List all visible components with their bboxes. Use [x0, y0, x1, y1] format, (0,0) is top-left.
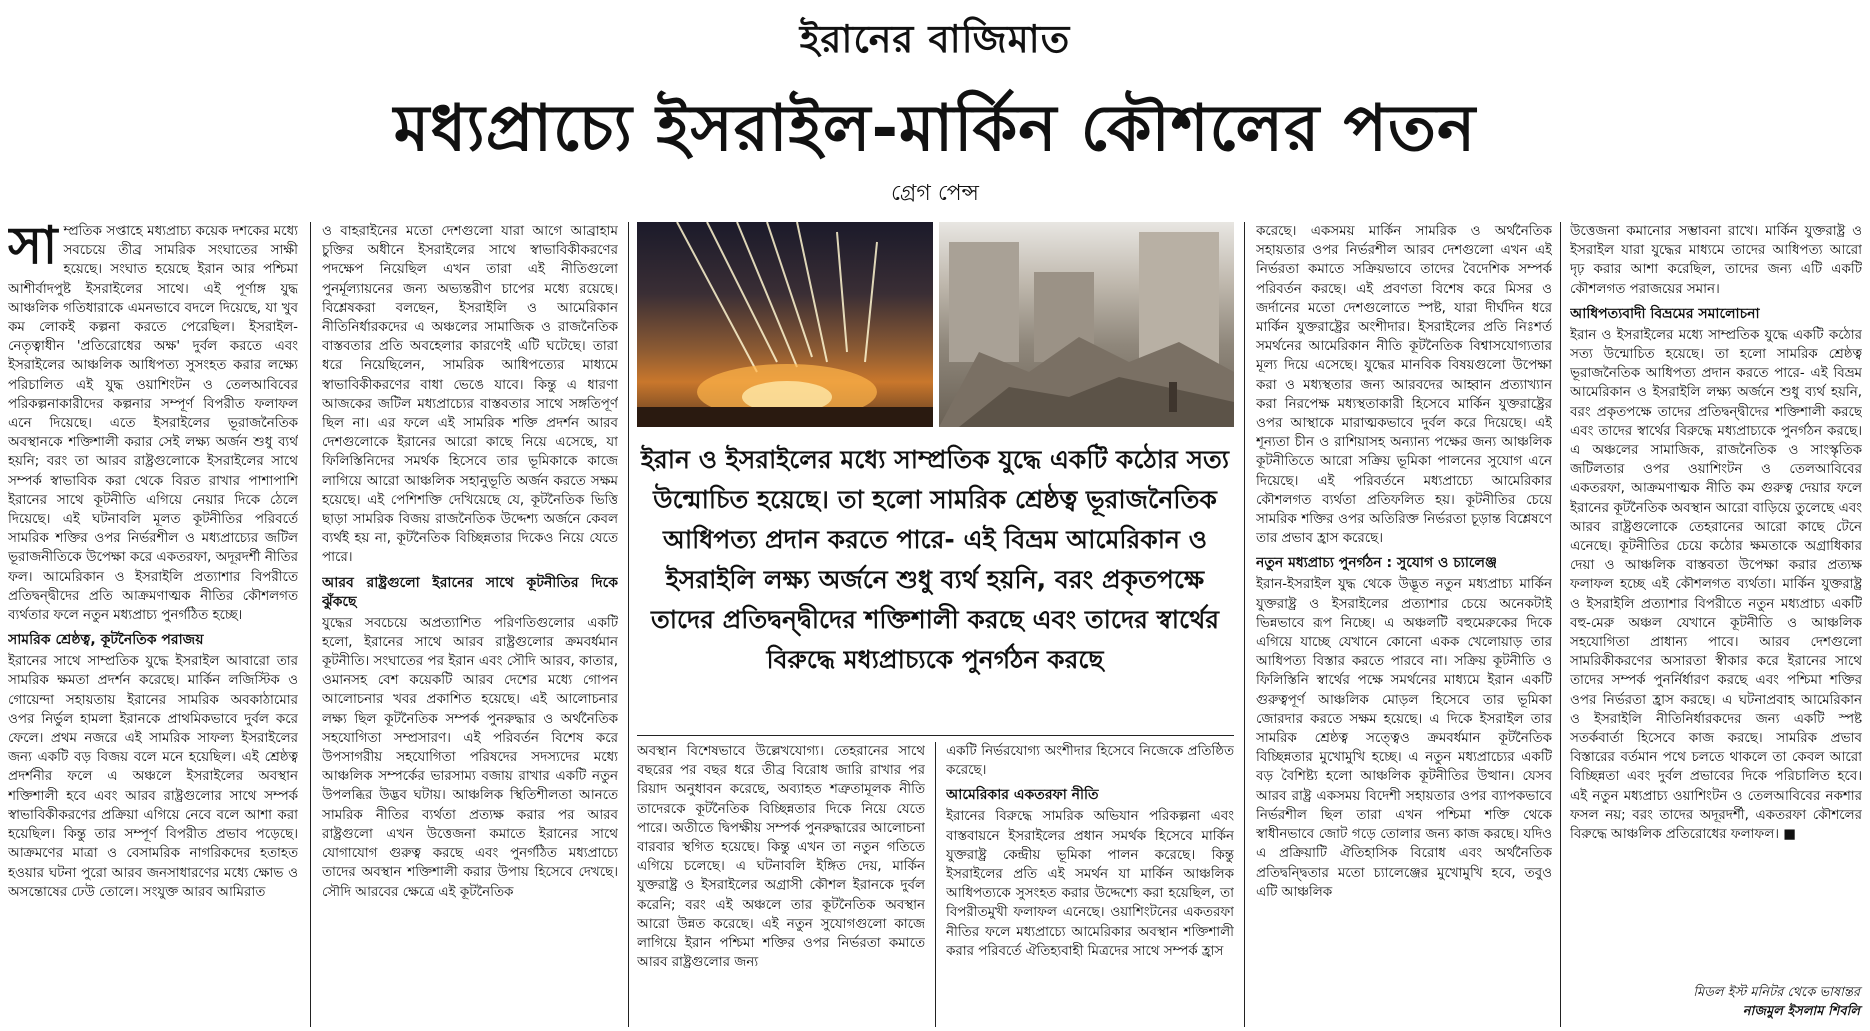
section-heading: নতুন মধ্যপ্রাচ্য পুনর্গঠন : সুযোগ ও চ্যালেঞ্জ: [1256, 555, 1497, 572]
missile-strike-photo: [637, 222, 933, 427]
section-heading: আরব রাষ্ট্রগুলো ইরানের সাথে কূটনীতির দিকে ঝুঁকছে: [322, 574, 618, 610]
rubble-buildings-icon: [939, 222, 1234, 427]
column-1: [8, 222, 298, 1027]
pull-quote: ইরান ও ইসরাইলের মধ্যে সাম্প্রতিক যুদ্ধে একটি কঠোর সত্য উন্মোচিত হয়েছে। তা হলো সামরিক শ্রেষ্ঠত্ব ভূরাজনৈতিক আধিপত্য প্রদান করতে পারে- এই বিভ্রম আমেরিকান ও ইসরাইলি লক্ষ্য অর্জনে শুধু ব্যর্থ হয়নি, বরং প্রকৃতপক্ষে তাদের প্রতিদ্বন্দ্বীদের শক্তিশালী করছে এবং তাদের স্বার্থের বিরুদ্ধে মধ্যপ্রাচ্যকে পুনর্গঠন করছে: [640, 445, 1230, 674]
paragraph: ও বাহরাইনের মতো দেশগুলো যারা আগে আব্রাহাম চুক্তির অধীনে ইসরাইলের সাথে স্বাভাবিকীকরণের পদক্ষেপ নিয়েছিল এখন তারা এই নীতিগুলো পুনর্মূল্যায়নের জন্য অভ্যন্তরীণ চাপের মধ্যে রয়েছে। বিশ্লেষকরা বলছেন, ইসরাইলি ও আমেরিকান নীতিনির্ধারকদের এ অঞ্চলের সামাজিক ও রাজনৈতিক বাস্তবতার প্রতি অবহেলার কারণেই এটি ঘটেছে। তারা ধরে নিয়েছিলেন, সামরিক আধিপত্যের মাধ্যমে স্বাভাবিকীকরণের বাধা ভেঙে যাবে। কিন্তু এ ধারণা আজকের জটিল মধ্যপ্রাচ্যের বাস্তবতার সাথে সঙ্গতিপূর্ণ ছিল না। এর ফলে এই সামরিক শক্তি প্রদর্শন আরব দেশগুলোকে ইরানের আরো কাছে নিয়ে এসেছে, যা ফিলিস্তিনিদের সমর্থক হিসেবে তার ভূমিকাকে কাজে লাগিয়ে আরো আঞ্চলিক সহানুভূতি অর্জন করতে সক্ষম হয়েছে। এই পেশিশক্তি দেখিয়েছে যে, কূটনৈতিক ভিত্তি ছাড়া সামরিক বিজয় রাজনৈতিক উদ্দেশ্য অর্জনে কেবল ব্যর্থই হয় না, কূটনৈতিক বিচ্ছিন্নতার দিকেও নিয়ে যেতে পারে।: [322, 224, 618, 566]
drop-cap: সা: [8, 222, 58, 276]
paragraph: একটি নির্ভরযোগ্য অংশীদার হিসেবে নিজেকে প্রতিষ্ঠিত করেছে।: [946, 744, 1234, 779]
column-3: [637, 742, 925, 1027]
horizontal-divider: [637, 735, 1234, 736]
section-heading: আধিপত্যবাদী বিভ্রমের সমালোচনা: [1570, 305, 1760, 322]
paragraph: ইরান ও ইসরাইলের মধ্যে সাম্প্রতিক যুদ্ধে একটি কঠোর সত্য উন্মোচিত হয়েছে। তা হলো সামরিক শ্রেষ্ঠত্ব ভূরাজনৈতিক আধিপত্য প্রদান করতে পারে- এই বিভ্রম আমেরিকান ও ইসরাইলি লক্ষ্য অর্জনে শুধু ব্যর্থ হয়নি, বরং প্রকৃতপক্ষে তাদের প্রতিদ্বন্দ্বীদের শক্তিশালী করছে এবং তাদের স্বার্থের বিরুদ্ধে মধ্যপ্রাচ্যকে পুনর্গঠন করছে। এ অঞ্চলের সামাজিক, রাজনৈতিক ও সাংস্কৃতিক জটিলতার ওপর ওয়াশিংটন ও তেলআবিবের একতরফা, আক্রমণাত্মক নীতি কম গুরুত্ব দেয়ার ফলে ইরানের কূটনৈতিক অবস্থান আরো বাড়িয়ে তুলেছে এবং আরব রাষ্ট্রগুলোকে তেহরানের আরো কাছে টেনে এনেছে। কূটনীতির চেয়ে কঠোর ক্ষমতাকে অগ্রাধিকার দেয়া ও আঞ্চলিক বাস্তবতা উপেক্ষা করার প্রত্যক্ষ ফলাফল হচ্ছে এই কৌশলগত ব্যর্থতা। মার্কিন যুক্তরাষ্ট্র ও ইসরাইলি প্রত্যাশার বিপরীতে নতুন মধ্যপ্রাচ্য একটি বহু-মেরু অঞ্চল যেখানে কূটনীতি ও আঞ্চলিক সহযোগিতা প্রাধান্য পাবে। আরব দেশগুলো সামরিকীকরণের অসারতা স্বীকার করে ইরানের সাথে তাদের সম্পর্ক পুনর্নির্ধারণ করছে এবং পশ্চিমা শক্তির ওপর নির্ভরতা হ্রাস করছে। এ ঘটনাপ্রবাহ আমেরিকান ও ইসরাইলি নীতিনির্ধারকদের জন্য একটি স্পষ্ট সতর্কবার্তা হিসেবে কাজ করছে। সামরিক প্রভাব বিস্তারের বর্তমান পথে চলতে থাকলে তা কেবল আরো বিচ্ছিন্নতা এবং দুর্বল প্রভাবের দিকে পরিচালিত হবে। এই নতুন মধ্যপ্রাচ্য ওয়াশিংটন ও তেলআবিবের নকশার ফসল নয়; বরং তাদের অদূরদর্শী, একতরফা কৌশলের বিরুদ্ধে আঞ্চলিক প্রতিরোধের ফলাফল। ■: [1570, 327, 1862, 843]
paragraph: ইরানের সাথে সাম্প্রতিক যুদ্ধে ইসরাইল আবারো তার সামরিক ক্ষমতা প্রদর্শন করেছে। মার্কিন লজিস্টিক ও গোয়েন্দা সহায়তায় ইরানের সামরিক অবকাঠামোর ওপর নির্ভুল হামলা ইরানকে প্রাথমিকভাবে দুর্বল করে ফেলে। প্রথম নজরে এই সামরিক সাফল্য ইসরাইলের জন্য একটি বড় বিজয় বলে মনে হয়েছিল। এই শ্রেষ্ঠত্ব প্রদর্শনীর ফলে এ অঞ্চলে ইসরাইলের অবস্থান শক্তিশালী হবে এবং আরব রাষ্ট্রগুলোর সাথে সম্পর্ক স্বাভাবিকীকরণের প্রক্রিয়া এগিয়ে নেবে বলে আশা করা হয়েছিল। কিন্তু তার সম্পূর্ণ বিপরীত প্রভাব পড়েছে। আক্রমণের মাত্রা ও বেসামরিক নাগরিকদের হতাহত হওয়ার ঘটনা পুরো আরব জনসাধারণের মধ্যে ক্ষোভ ও অসন্তোষের ঢেউ তোলে। সংযুক্ত আরব আমিরাত: [8, 654, 298, 900]
credit-translator: নাজমুল ইসলাম শিবলি: [1742, 1004, 1860, 1019]
column-divider: [1560, 222, 1561, 1027]
column-divider: [628, 222, 629, 1027]
column-6: [1570, 222, 1862, 982]
paragraph: উত্তেজনা কমানোর সম্ভাবনা রাখে। মার্কিন যুক্তরাষ্ট্র ও ইসরাইল যারা যুদ্ধের মাধ্যমে তাদের আধিপত্য আরো দৃঢ় করার আশা করেছিল, তাদের জন্য এটি একটি কৌশলগত পরাজয়ের সমান।: [1570, 224, 1862, 297]
headline: মধ্যপ্রাচ্যে ইসরাইল-মার্কিন কৌশলের পতন: [393, 92, 1477, 166]
column-4: [946, 742, 1234, 1027]
paragraph: ম্প্রতিক সপ্তাহে মধ্যপ্রাচ্য কয়েক দশকের মধ্যে সবচেয়ে তীব্র সামরিক সংঘাতের সাক্ষী হয়েছে। সংঘাত হয়েছে ইরান আর পশ্চিমা আশীর্বাদপুষ্ট ইসরাইলের সাথে। এই পূর্ণাঙ্গ যুদ্ধ আঞ্চলিক গতিধারাকে এমনভাবে বদলে দিয়েছে, যা খুব কম লোকই কল্পনা করতে পেরেছিল। ইসরাইল-নেতৃত্বাধীন 'প্রতিরোধের অক্ষ' দুর্বল করতে এবং ইসরাইলের আঞ্চলিক আধিপত্য সুসংহত করার লক্ষ্যে পরিচালিত এই যুদ্ধ ওয়াশিংটন ও তেলআবিবের পরিকল্পনাকারীদের কল্পনার সম্পূর্ণ বিপরীত ফলাফল এনে দিয়েছে। এতে ইসরাইলের ভূরাজনৈতিক অবস্থানকে শক্তিশালী করার সেই লক্ষ্য অর্জন শুধু ব্যর্থ হয়নি; বরং তা আরব রাষ্ট্রগুলোকে ইসরাইলের সাথে সম্পর্ক স্বাভাবিক করা থেকে বিরত রাখার পাশাপাশি ইরানের সাথে কূটনীতি এগিয়ে নেয়ার দিকে ঠেলে দিয়েছে। এই ঘটনাবলি মূলত কূটনীতির পরিবর্তে সামরিক শক্তির ওপর নির্ভরশীল ও মধ্যপ্রাচ্যের জটিল ভূরাজনীতিকে উপেক্ষা করে একতরফা, অদূরদর্শী নীতির ফল। আমেরিকান ও ইসরাইলি প্রত্যাশার বিপরীতে প্রতিদ্বন্দ্বীদের প্রতি আক্রমণাত্মক নীতির কৌশলগত ব্যর্থতার ফলে নতুন মধ্যপ্রাচ্য পুনর্গঠিত হচ্ছে।: [8, 224, 298, 624]
missile-streaks-icon: [637, 222, 933, 427]
column-2: [322, 222, 618, 1027]
photo-strip: [637, 222, 1234, 427]
paragraph: ইরানের বিরুদ্ধে সামরিক অভিযান পরিকল্পনা এবং বাস্তবায়নে ইসরাইলের প্রধান সমর্থক হিসেবে মার্কিন যুক্তরাষ্ট্র কেন্দ্রীয় ভূমিকা পালন করেছে। কিন্তু ইসরাইলের প্রতি এই সমর্থন যা মার্কিন আঞ্চলিক আধিপত্যকে সুসংহত করার উদ্দেশ্যে করা হয়েছিল, তা বিপরীতমুখী ফলাফল এনেছে। ওয়াশিংটনের একতরফা নীতির ফলে মধ্যপ্রাচ্যে আমেরিকার অবস্থান শক্তিশালী করার পরিবর্তে ঐতিহ্যবাহী মিত্রদের সাথে সম্পর্ক হ্রাস: [946, 809, 1234, 959]
section-heading: সামরিক শ্রেষ্ঠত্ব, কূটনৈতিক পরাজয়: [8, 632, 204, 649]
translation-credit: [1693, 983, 1860, 1021]
rubble-photo: [939, 222, 1235, 427]
column-divider: [310, 222, 311, 1027]
paragraph: ইরান-ইসরাইল যুদ্ধ থেকে উদ্ভূত নতুন মধ্যপ্রাচ্য মার্কিন যুক্তরাষ্ট্র ও ইসরাইলের প্রত্যাশার চেয়ে অনেকটাই ভিন্নভাবে রূপ নিচ্ছে। এ অঞ্চলটি বহুমেরুকের দিকে এগিয়ে যাচ্ছে যেখানে কোনো একক খেলোয়াড় তার আধিপত্য বিস্তার করতে পারবে না। সক্রিয় কূটনীতি ও ফিলিস্তিনি স্বার্থের পক্ষে সমর্থনের মাধ্যমে ইরান একটি গুরুত্বপূর্ণ আঞ্চলিক মোড়ল হিসেবে তার ভূমিকা জোরদার করতে সক্ষম হয়েছে। এ দিকে ইসরাইল তার সামরিক শ্রেষ্ঠত্ব সত্ত্বেও ক্রমবর্ধমান কূটনৈতিক বিচ্ছিন্নতার মুখোমুখি হচ্ছে। এ নতুন মধ্যপ্রাচ্যের একটি বড় বৈশিষ্ট্য হলো আঞ্চলিক কূটনীতির উত্থান। যেসব আরব রাষ্ট্র একসময় বিদেশী সহায়তার ওপর ব্যাপকভাবে নির্ভরশীল ছিল তারা এখন পশ্চিমা শক্তি থেকে স্বাধীনভাবে জোট গড়ে তোলার জন্য কাজ করছে। যদিও এ প্রক্রিয়াটি ঐতিহাসিক বিরোধ এবং অর্থনৈতিক প্রতিদ্বন্দ্বিতার মতো চ্যালেঞ্জের মুখোমুখি হবে, তবুও এটি আঞ্চলিক: [1256, 577, 1552, 900]
kicker: ইরানের বাজিমাত: [799, 17, 1071, 61]
byline: গ্রেগ পেন্স: [891, 181, 979, 206]
paragraph: যুদ্ধের সবচেয়ে অপ্রত্যাশিত পরিণতিগুলোর একটি হলো, ইরানের সাথে আরব রাষ্ট্রগুলোর ক্রমবর্ধমান কূটনীতি। সংঘাতের পর ইরান এবং সৌদি আরব, কাতার, ওমানসহ বেশ কয়েকটি আরব দেশের মধ্যে গোপন আলোচনার খবর প্রকাশিত হয়েছে। এই আলোচনার লক্ষ্য ছিল কূটনৈতিক সম্পর্ক পুনরুদ্ধার ও অর্থনৈতিক সহযোগিতা সম্প্রসারণ। এই পরিবর্তন বিশেষ করে উপসাগরীয় সহযোগিতা পরিষদের সদস্যদের মধ্যে আঞ্চলিক সম্পর্কের ভারসাম্য বজায় রাখার একটি নতুন উপলব্ধির উদ্ভব ঘটায়। আঞ্চলিক স্থিতিশীলতা আনতে সামরিক নীতির ব্যর্থতা প্রত্যক্ষ করার পর আরব রাষ্ট্রগুলো এখন উত্তেজনা কমাতে ইরানের সাথে যোগাযোগ গুরুত্ব করছে এবং পুনর্গঠিত মধ্যপ্রাচ্যে তাদের অবস্থান শক্তিশালী করার উপায় হিসেবে দেখছে। সৌদি আরবের ক্ষেত্রে এই কূটনৈতিক: [322, 615, 618, 900]
paragraph: অবস্থান বিশেষভাবে উল্লেখযোগ্য। তেহরানের সাথে বছরের পর বছর ধরে তীব্র বিরোধ জারি রাখার পর রিয়াদ অনুধাবন করেছে, অব্যাহত শত্রুতামূলক নীতি তাদেরকে কূটনৈতিক বিচ্ছিন্নতার দিকে নিয়ে যেতে পারে। অতীতে দ্বিপক্ষীয় সম্পর্ক পুনরুদ্ধারের আলোচনা বারবার স্থগিত হয়েছে। কিন্তু এখন তা নতুন গতিতে এগিয়ে চলেছে। এ ঘটনাবলি ইঙ্গিত দেয়, মার্কিন যুক্তরাষ্ট্র ও ইসরাইলের অগ্রাসী কৌশল ইরানকে দুর্বল করেনি; বরং এই অঞ্চলে তার কূটনৈতিক অবস্থান আরো উন্নত করেছে। এই নতুন সুযোগগুলো কাজে লাগিয়ে ইরান পশ্চিমা শক্তির ওপর নির্ভরতা কমাতে আরব রাষ্ট্রগুলোর জন্য: [637, 744, 925, 971]
column-5: [1256, 222, 1552, 1027]
column-divider: [1244, 222, 1245, 1027]
column-divider: [935, 742, 936, 1027]
paragraph: করেছে। একসময় মার্কিন সামরিক ও অর্থনৈতিক সহায়তার ওপর নির্ভরশীল আরব দেশগুলো এখন এই নির্ভরতা কমাতে সক্রিয়ভাবে তাদের বৈদেশিক সম্পর্ক পরিবর্তন করছে। এই প্রবণতা বিশেষ করে মিসর ও জর্দানের মতো দেশগুলোতে স্পষ্ট, যারা দীর্ঘদিন ধরে মার্কিন যুক্তরাষ্ট্রের অংশীদার। ইসরাইলের প্রতি নিঃশর্ত সমর্থনের আমেরিকান নীতি কূটনৈতিক বিশ্বাসযোগ্যতার মূল্য দিয়ে এসেছে। যুদ্ধের মানবিক বিষয়গুলো উপেক্ষা করা ও মধ্যস্থতার জন্য আরবদের আহ্বান প্রত্যাখ্যান করা নিরপেক্ষ মধ্যস্থতাকারী হিসেবে মার্কিন যুক্তরাষ্ট্রের ওপর আস্থাকে মারাত্মকভাবে দুর্বল করে দিয়েছে। এই শূন্যতা চীন ও রাশিয়াসহ অন্যান্য পক্ষের জন্য আঞ্চলিক কূটনীতিতে আরো সক্রিয় ভূমিকা পালনের সুযোগ এনে দিয়েছে। এই পরিবর্তনে মধ্যপ্রাচ্যে আমেরিকার কৌশলগত ব্যর্থতা প্রতিফলিত হয়। কূটনীতির চেয়ে সামরিক শক্তির ওপর অতিরিক্ত নির্ভরতা চূড়ান্ত বিশ্লেষণে তার প্রভাব হ্রাস করেছে।: [1256, 224, 1552, 547]
credit-source: মিডল ইস্ট মনিটর থেকে ভাষান্তর: [1693, 985, 1860, 1000]
section-heading: আমেরিকার একতরফা নীতি: [946, 787, 1099, 804]
